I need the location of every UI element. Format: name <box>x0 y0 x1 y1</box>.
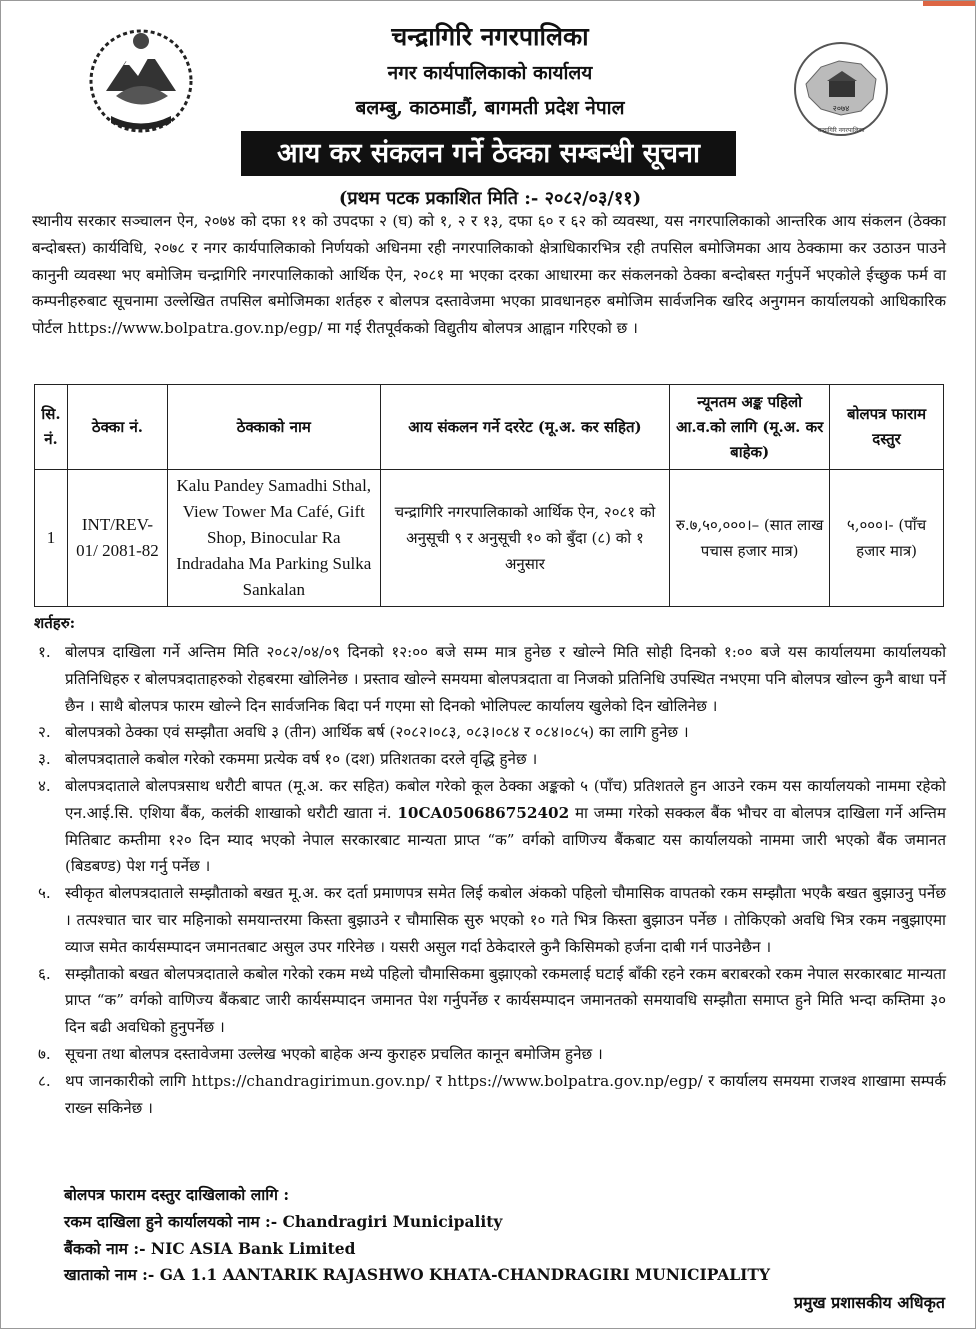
term-text: बोलपत्र दाखिला गर्ने अन्तिम मिति २०८२/०४/०९ दिनको १२:०० बजे सम्म मात्र हुनेछ र खोल्ने मिति सोही दिनको १:०० बजे यस कार्यालयमा कार्यालयको प्रतिनिधिहरु र बोलपत्रदाताहरुको रोहबरमा खोलिनेछ । प्रस्ताव खोल्ने समयमा बोलपत्रदाता वा निजको प्रतिनिधि उपस्थित नभएमा पनि बोलपत्र खोल्न कुनै बाधा पर्ने छैन । साथै बोलपत्र फारम खोल्ने दिन सार्वजनिक बिदा पर्न गएमा सो दिनको भोलिपल्ट कार्यालय खुलेको दिन खोलिनेछ । <box>65 643 946 715</box>
account-name-line: खाताको नाम :- GA 1.1 AANTARIK RAJASHWO KHATA-CHANDRAGIRI MUNICIPALITY <box>64 1265 771 1285</box>
intro-paragraph: स्थानीय सरकार सञ्चालन ऐन, २०७४ को दफा ११ को उपदफा २ (घ) को १, २ र १३, दफा ६० र ६२ को व्यवस्था, यस नगरपालिकाको आन्तरिक आय संकलन (ठेक्का बन्दोबस्त) कार्यविधि, २०७८ र नगर कार्यपालिकाको निर्णयको अधिनमा रही नगरपालिकाको क्षेत्राधिकारभित्र रही तपसिल बमोजिमका आय ठेक्कामा कर उठाउन पाउने कानुनी व्यवस्था भए बमोजिम चन्द्रागिरि नगरपालिकाको आर्थिक ऐन, २०८१ मा भएका दरका आधारमा कर संकलनको ठेक्का बन्दोबस्त गर्नुपर्ने भएकोले ईच्छुक फर्म वा कम्पनीहरुबाट सूचनामा उल्लेखित तपसिल बमोजिमका शर्तहरु र बोलपत्र दस्तावेजमा भएका प्रावधानहरु बमोजिम सार्वजनिक खरिद अनुगमन कार्यालयको आधिकारिक पोर्टल https://www.bolpatra.gov.np/egp/ मा गई रीतपूर्वकको विद्युतीय बोलपत्र आह्वान गरिएको छ । <box>32 212 946 338</box>
col-header-minimum: न्यूनतम अङ्क पहिलो आ.व.को लागि (मू.अ. कर बाहेक) <box>670 385 830 470</box>
emblem-year: २०७४ <box>832 104 850 113</box>
term-item <box>34 639 946 719</box>
municipality-map-emblem-icon <box>791 39 891 139</box>
term-item <box>34 1068 946 1122</box>
emblem-caption: चन्द्रागिरि नगरपालिका <box>817 127 865 134</box>
office-address: बलम्बु, काठमाडौं, बागमती प्रदेश नेपाल <box>355 97 625 119</box>
notice-title: आय कर संकलन गर्ने ठेक्का सम्बन्धी सूचना <box>241 131 736 176</box>
term-number: १. <box>38 643 51 661</box>
terms-heading: शर्तहरु: <box>34 614 76 632</box>
term-text: थप जानकारीको लागि https://chandragirimun.gov.np/ र https://www.bolpatra.gov.np/egp/ र कार्यालय समयमा राजश्व शाखामा सम्पर्क राख्न सकिनेछ । <box>65 1071 946 1117</box>
bank-details <box>64 1182 770 1289</box>
cell-rate: चन्द्रागिरि नगरपालिकाको आर्थिक ऐन, २०८१ को अनुसूची ९ र अनुसूची १० को बुँदा (८) को १ अनुसार <box>380 470 670 607</box>
term-item <box>34 961 946 1041</box>
term-text: बोलपत्रदाताले बोलपत्रसाथ धरौटी बापत (मू.अ. कर सहित) कबोल गरेको कूल ठेक्का अङ्कको ५ (पाँच) प्रतिशतले हुन आउने रकम यस कार्यालयको नाममा रहेको एन.आई.सि. एशिया बैंक, कलंकी शाखाको धरौटी खाता नं. <box>65 776 946 822</box>
bank-heading: बोलपत्र फाराम दस्तुर दाखिलाको लागि : <box>64 1185 290 1204</box>
col-header-sn: सि. नं. <box>35 385 68 470</box>
office-name-line: रकम दाखिला हुने कार्यालयको नाम :- Chandragiri Municipality <box>64 1211 503 1231</box>
term-text: स्वीकृत बोलपत्रदाताले सम्झौताको बखत मू.अ. कर दर्ता प्रमाणपत्र समेत लिई कबोल अंकको पहिलो चौमासिक वापतको रकम सम्झौता भएकै बखत बुझाउनु पर्नेछ । तत्पश्चात चार चार महिनाको समयान्तरमा किस्ता बुझाउने र चौमासिक सुरु भएको १० गते भित्र किस्ता बुझाउन पर्नेछ । तोकिएको अवधि भित्र रकम नबुझाएमा व्याज समेत कार्यसम्पादन जमानतबाट असुल उपर गरिनेछ । यसरी असुल गर्दा ठेकेदारले कुनै किसिमको हर्जना दाबी गर्न पाउनेछैन । <box>65 884 946 956</box>
term-number: २. <box>38 723 51 742</box>
term-number: ३. <box>38 750 51 769</box>
term-number: ७. <box>38 1044 51 1063</box>
bank-name-line: बैंकको नाम :- NIC ASIA Bank Limited <box>64 1238 356 1258</box>
term-text: मा जम्मा गरेको सक्कल बैंक भौचर वा बोलपत्र दाखिला गर्ने अन्तिम मितिबाट कम्तीमा १२० दिन म्याद भएको नेपाल सरकारबाट मान्यता प्राप्त “क” वर्गको वाणिज्य बैंकबाट यस कार्यालयको नाममा जारी भएको बैंक जमानत (बिडबण्ड) पेश गर्नु पर्नेछ । <box>65 803 947 876</box>
term-text: सम्झौताको बखत बोलपत्रदाताले कबोल गरेको रकम मध्ये पहिलो चौमासिकमा बुझाएको रकमलाई घटाई बाँकी रहने रकम बराबरको रकम नेपाल सरकारबाट मान्यता प्राप्त “क” वर्गको वाणिज्य बैंकबाट जारी कार्यसम्पादन जमानत पेश गर्नुपर्नेछ र कार्यसम्पादन जमानतको समयावधि सम्झौता समाप्त हुने मिति भन्दा कम्तिमा ३० दिन बढी अवधिको हुनुपर्नेछ । <box>65 964 946 1037</box>
term-item <box>34 880 946 960</box>
cell-minimum: रु.७,५०,०००।– (सात लाख पचास हजार मात्र) <box>670 470 830 607</box>
published-date: (प्रथम पटक प्रकाशित मिति :- २०८२/०३/११) <box>338 188 642 209</box>
term-item <box>34 1041 946 1068</box>
term-text: बोलपत्रदाताले कबोल गरेको रकममा प्रत्येक वर्ष १० (दश) प्रतिशतका दरले वृद्धि हुनेछ । <box>65 750 538 769</box>
col-header-fee: बोलपत्र फाराम दस्तुर <box>830 385 944 470</box>
term-number: ६. <box>38 964 51 983</box>
table-row <box>35 470 944 607</box>
cell-sn: 1 <box>35 470 68 607</box>
office-name: नगर कार्यपालिकाको कार्यालय <box>387 62 593 84</box>
col-header-contract-no: ठेक्का नं. <box>67 385 167 470</box>
cell-name: Kalu Pandey Samadhi Sthal, View Tower Ma Café, Gift Shop, Binocular Ra Indradaha Ma Parking Sulka Sankalan <box>167 470 380 607</box>
terms-list <box>34 639 946 1121</box>
deposit-account-number: 10CA050686752402 <box>397 803 570 822</box>
table-header-row <box>35 385 944 470</box>
col-header-rate: आय संकलन गर्ने दररेट (मू.अ. कर सहित) <box>380 385 670 470</box>
term-text: बोलपत्रको ठेक्का एवं सम्झौता अवधि ३ (तीन) आर्थिक बर्ष (२०८२।०८३, ०८३।०८४ र ०८४।०८५) का लागि हुनेछ । <box>65 723 689 742</box>
term-number: ५. <box>38 884 51 903</box>
term-item <box>34 773 946 880</box>
term-number: ४. <box>38 776 51 795</box>
term-item <box>34 719 946 746</box>
signatory-title: प्रमुख प्रशासकीय अधिकृत <box>793 1293 945 1312</box>
municipality-name: चन्द्रागिरि नगरपालिका <box>391 22 589 51</box>
term-item <box>34 746 946 773</box>
term-text: सूचना तथा बोलपत्र दस्तावेजमा उल्लेख भएको बाहेक अन्य कुराहरु प्रचलित कानून बमोजिम हुनेछ । <box>65 1044 603 1063</box>
cell-fee: ५,०००।- (पाँच हजार मात्र) <box>830 470 944 607</box>
col-header-name: ठेक्काको नाम <box>167 385 380 470</box>
term-number: ८. <box>38 1071 51 1090</box>
corner-mark <box>923 1 975 6</box>
tender-table <box>34 384 944 607</box>
cell-contract-no: INT/REV-01/ 2081-82 <box>67 470 167 607</box>
